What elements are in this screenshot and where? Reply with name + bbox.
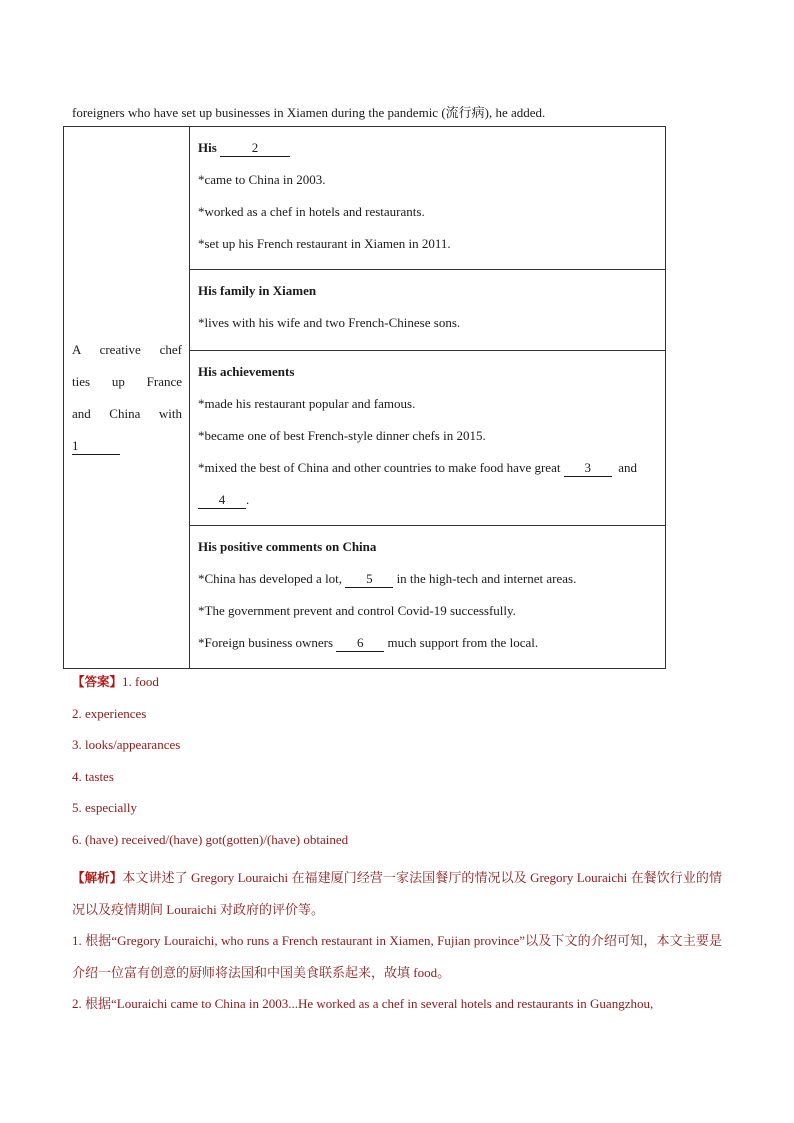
section-comments (190, 526, 666, 669)
intro-text: foreigners who have set up businesses in Xiamen during the pandemic (流行病), he added. (72, 105, 546, 120)
answer-section (72, 672, 732, 862)
answer-item: 3. looks/appearances (72, 737, 181, 753)
topic-cell (64, 127, 190, 669)
blank-2[interactable]: 2 (220, 140, 290, 157)
section-achievements (190, 351, 666, 526)
detail-line: *made his restaurant popular and famous. (198, 396, 416, 411)
answer-item: 5. especially (72, 800, 137, 816)
analysis-paragraph: 【解析】本文讲述了 Gregory Louraichi 在福建厦门经营一家法国餐厅的情况以及 Gregory Louraichi 在餐饮行业的情况以及疫情期间 Louraichi 对政府的评价等。 (72, 870, 722, 917)
analysis-paragraph: 1. 根据“Gregory Louraichi, who runs a French restaurant in Xiamen, Fujian province”以及下文的介绍可知，本文主要是介绍一位富有创意的厨师将法国和中国美食联系起来，故填 food。 (72, 933, 722, 980)
answer-tag: 【答案】 (72, 674, 123, 689)
section-family (190, 270, 666, 351)
detail-line: *became one of best French-style dinner chefs in 2015. (198, 428, 486, 443)
blank-4[interactable]: 4 (198, 492, 246, 509)
section-heading: His 2 (198, 137, 657, 159)
detail-line: *The government prevent and control Covid-19 successfully. (198, 603, 516, 618)
answer-item: 2. experiences (72, 705, 147, 721)
topic-blank-line (72, 430, 182, 462)
detail-line: *worked as a chef in hotels and restaurants. (198, 204, 425, 219)
topic-line: ties up France (72, 373, 182, 389)
section-heading: His achievements (198, 364, 295, 379)
detail-line: *Foreign business owners 6 much support from the local. (198, 635, 539, 650)
detail-line: *set up his French restaurant in Xiamen in 2011. (198, 236, 451, 251)
section-heading: His family in Xiamen (198, 283, 317, 298)
topic-line: A creative chef (72, 341, 182, 357)
blank-3[interactable]: 3 (564, 460, 612, 477)
detail-line: *mixed the best of China and other countries to make food have great 3 and (198, 460, 637, 475)
blank-6[interactable]: 6 (336, 635, 384, 652)
answer-row (72, 672, 732, 692)
answer-item: 1. food (122, 674, 159, 689)
detail-line: *lives with his wife and two French-Chinese sons. (198, 315, 461, 330)
blank-5[interactable]: 5 (345, 571, 393, 588)
answer-item: 6. (have) received/(have) got(gotten)/(have) obtained (72, 831, 349, 847)
analysis-section (72, 862, 722, 1020)
answer-item: 4. tastes (72, 768, 114, 784)
blank-1[interactable]: 1 (72, 438, 120, 455)
topic-line: and China with (72, 405, 182, 421)
analysis-paragraph: 2. 根据“Louraichi came to China in 2003...He worked as a chef in several hotels and restaurants in Guangzhou, (72, 996, 654, 1011)
outline-table (63, 126, 666, 669)
detail-line: 4 . (198, 489, 657, 511)
detail-line: *China has developed a lot, 5 in the high-tech and internet areas. (198, 571, 577, 586)
section-heading: His positive comments on China (198, 539, 377, 554)
detail-line: *came to China in 2003. (198, 172, 326, 187)
section-his (190, 127, 666, 270)
analysis-tag: 【解析】 (72, 870, 123, 885)
